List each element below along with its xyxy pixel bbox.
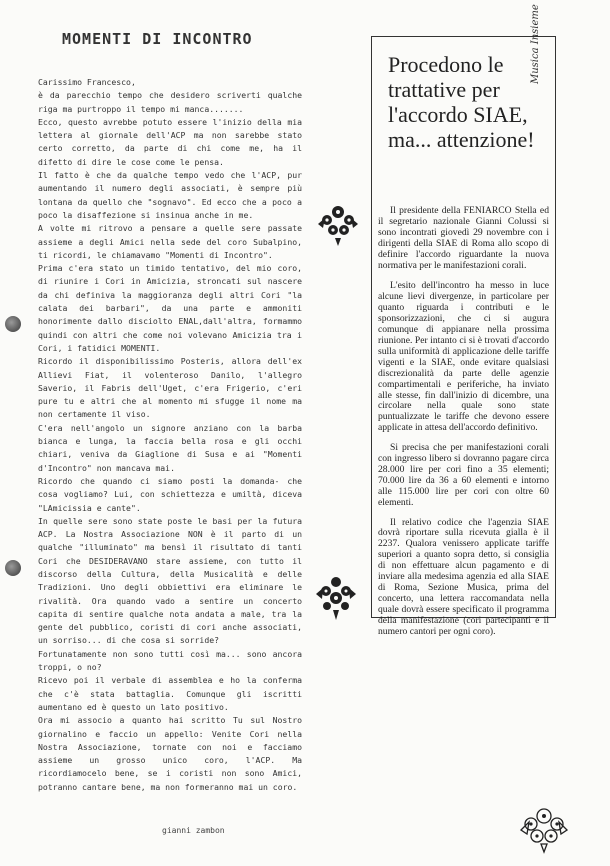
letter-paragraph: Carissimo Francesco, [38, 77, 136, 87]
section-title: MOMENTI DI INCONTRO [62, 30, 253, 48]
letter-paragraph: Fortunatamente non sono tutti così ma... sono ancora troppi, o no? [38, 648, 302, 673]
letter-paragraph: Il fatto è che da qualche tempo vedo che l'ACP, pur aumentando il numero degli associati, è sempre più lontana da quello che "sognavo". Ed ecco che a poco a poco la disaffezione si insinua anche in me. [38, 170, 302, 220]
letter-paragraph: Ricordo che quando ci siamo posti la domanda- che cosa vogliamo? Lui, con schiettezza e umiltà, diceva "LAmicissia e cante". [38, 475, 302, 513]
letter-paragraph: Prima c'era stato un timido tentativo, del mio coro, di riunire i Cori in Amicizia, stroncati sul nascere da chi definiva la maggioranza degli altri Cori "la calata dei barbari", da una parte e ammoniti honorimente dallo disciolto ENAL,dall'altra, formammo quindi con altri che come noi volevano Amicizia tra i Cori, i fatidici MOMENTI. [38, 263, 302, 353]
flower-bouquet-icon [313, 572, 359, 622]
letter-paragraph: Ricevo poi il verbale di assemblea e ho la conferma che c'è stata battaglia. Comunque gli iscritti aumentano ed è questo un lato positivo. [38, 675, 302, 712]
punch-hole-icon [5, 560, 21, 576]
letter-paragraph: Ora mi associo a quanto hai scritto Tu sul Nostro giornalino e faccio un appello: Venite Cori nella Nostra Associazione, tornate con noi e facciamo assieme un grosso unico coro, l'ACP. Ma ricordiamocelo bene, se i coristi non sono Amici, potranno cantare bene, ma non formeranno mai un coro. [38, 715, 302, 792]
letter-paragraph: è da parecchio tempo che desidero scriverti qualche riga ma purtroppo il tempo mi manca....... [38, 90, 302, 114]
article-paragraph: Si precisa che per manifestazioni corali con ingresso libero si dovranno pagare circa 28.000 lire per cori fino a 35 elementi; 70.000 lire da 36 a 60 elementi e intorno alle 115.000 lire per cori con oltre 60 elementi. [378, 442, 549, 508]
letter-body [38, 76, 302, 794]
article-paragraph: L'esito dell'incontro ha messo in luce alcune lievi divergenze, in particolare per quanto riguarda i contributi e le sponsorizzazioni, che ci si augura comunque di appianare nella prossima riunione. Per intanto ci si è trovati d'accordo sulla uniformità di applicazione delle tariffe vigenti e la SIAE, onde evitare qualsiasi discrezionalità da parte delle agenzie compartimentali e periferiche, ha inviato alle stesse, fin dall'inizio di dicembre, una circolare nella quale sono state puntualizzate le tariffe che devono essere applicate in attesa dell'accordo definitivo. [378, 280, 549, 434]
flower-bouquet-icon [515, 802, 573, 854]
letter-paragraph: In quelle sere sono state poste le basi per la futura ACP. La Nostra Associazione NON è il parto di un qualche "illuminato" ma bensì il risultato di tanti Cori che DESIDERAVANO stare assieme, con tutto il discorso della Cultura, della Musicalità e delle Tradizioni. Uno degli obbiettivi era eliminare le rivalità. Ora quando vado a sentire un concerto capita di sentire qualche nota andata a male, tra la gente del pubblico, coristi di cori anche associati, un sorriso... di che cosa si sorride? [38, 515, 302, 646]
flower-bouquet-icon [313, 198, 363, 248]
letter-paragraph: A volte mi ritrovo a pensare a quelle sere passate assieme a degli Amici nella sede del coro Subalpino, ti ricordi, le chiamavamo "Momenti di Incontro". [38, 223, 302, 260]
article-paragraph: Il relativo codice che l'agenzia SIAE dovrà riportare sulla ricevuta gialla è il 2237. Qualora venissero applicate tariffe superiori a quanto sopra detto, si consiglia di non effettuare alcun pagamento e di inviare alla medesima agenzia ed alla SIAE di Roma, Sezione Musica, prima del concerto, una lettera raccomandata nella quale dovrà essere specificato il programma della manifestazione (cori partecipanti e il numero cantori per ogni coro). [378, 516, 549, 637]
letter-paragraph: Ricordo il disponibilissimo Posteris, allora dell'ex Allievi Fiat, il volenteroso Danilo, l'allegro Saverio, il Fabris dell'Uget, c'era Frigerio, c'eri pure tu e altri che al momento mi sfugge il nome ma non certamente il viso. [38, 356, 302, 420]
magazine-label: Musica Insieme [530, 4, 541, 84]
article-headline: Procedono le trattative per l'accordo SIAE, ma... attenzione! [388, 52, 535, 152]
article-paragraph: Il presidente della FENIARCO Stella ed il segretario nazionale Gianni Colussi si sono incontrati giovedì 29 novembre con i dirigenti della SIAE di Roma allo scopo di definire l'accordo riguardante la nuova normativa per le manifestazioni corali. [378, 205, 549, 271]
letter-paragraph: C'era nell'angolo un signore anziano con la barba bianca e lunga, la faccia bella rosa e gli occhi chiari, veniva da Giaglione di Susa e ai "Momenti d'Incontro" non mancava mai. [38, 422, 302, 473]
article-body [378, 206, 549, 647]
letter-paragraph: Ecco, questo avrebbe potuto essere l'inizio della mia lettera al giornale dell'ACP ma non sarebbe stato certo corretto, da parte di chi come me, ha il difetto di dire le cose come le pensa. [38, 116, 302, 167]
signature: gianni zambon [162, 826, 225, 835]
punch-hole-icon [5, 316, 21, 332]
